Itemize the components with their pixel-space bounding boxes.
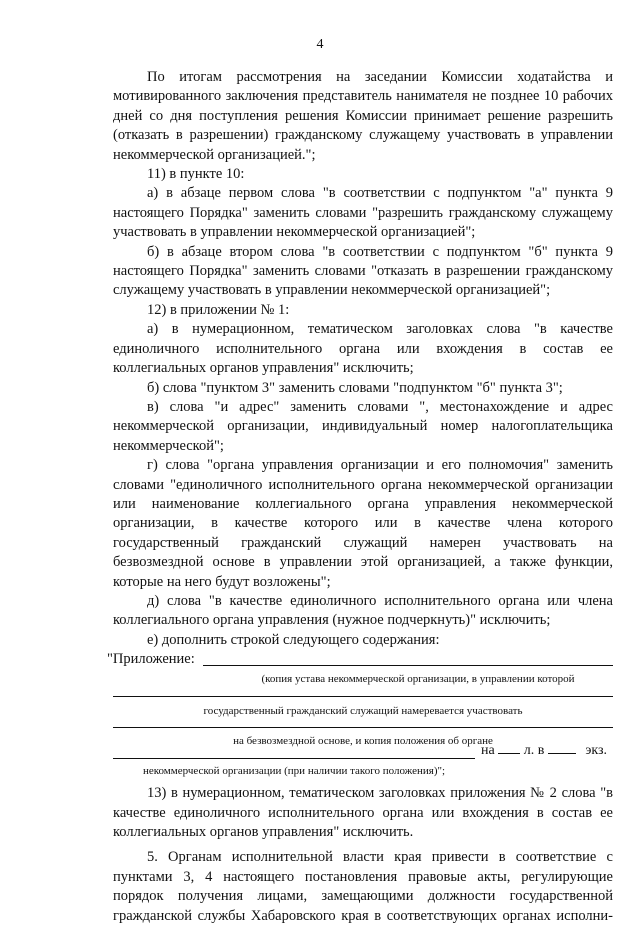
paragraph-item-12v: в) слова "и адрес" заменить словами ", местонахождение и адрес некоммерческой организации, индивидуальный номер налогоплательщика некоммерческой"; [113,398,613,454]
paragraph-item-11: 11) в пункте 10: [147,166,245,183]
paragraph-decision: По итогам рассмотрения на заседании Комиссии ходатайства и мотивированного заключения представитель нанимателя не позднее 10 рабочих дней со дня поступления решения Комиссии принимает решение разрешить (отказать в разрешении) гражданскому служащему участвовать в управлении некоммерческой организацией."; [113,69,613,163]
na-label: на [481,743,495,759]
paragraph-item-12: 12) в приложении № 1: [147,301,290,318]
paragraph-item-12e: е) дополнить строкой следующего содержания: [147,631,440,648]
appendix-line-3 [113,727,613,728]
sheets-blank [498,753,520,754]
appendix-caption-2: государственный гражданский служащий намеревается участвовать [203,705,523,718]
paragraph-item-5: 5. Органам исполнительной власти края привести в соответствие с пунктами 3, 4 настоящего постановления правовые акты, регулирующие порядок получения лицами, замещающими должности государственной гражданской службы Хабаровского края в соответствующих органах исполни- [113,849,613,924]
appendix-form [107,650,613,778]
paragraph-item-12b: б) слова "пунктом 3" заменить словами "подпунктом "б" пункта 3"; [147,379,563,396]
document-body [107,68,613,926]
appendix-label: "Приложение: [107,651,195,668]
appendix-line-1 [203,665,613,666]
appendix-caption-1: (копия устава некоммерческой организации, в управлении которой [261,673,575,686]
paragraph-item-12d: д) слова "в качестве единоличного исполнительного органа или члена коллегиального органа управления (нужное подчеркнуть)" исключить; [113,592,613,629]
paragraph-item-11b: б) в абзаце втором слова "в соответствии с подпунктом "б" пункта 9 настоящего Порядка" заменить словами "отказать в разрешении гражданскому служащему участвовать в управлении некоммерческой организацией"; [113,243,613,299]
copies-blank [548,753,576,754]
page-number: 4 [316,37,324,52]
appendix-caption-3: на безвозмездной основе, и копия положения об органе [233,735,493,748]
paragraph-item-11a: а) в абзаце первом слова "в соответствии с подпунктом "а" пункта 9 настоящего Порядка" заменить словами "разрешить гражданскому служащему участвовать в управлении некоммерческой организацией"; [113,185,613,241]
appendix-quantity [481,741,607,760]
l-v-label: л. в [523,743,545,759]
ekz-label: экз. [585,743,607,759]
appendix-caption-4: некоммерческой организации (при наличии такого положения)"; [142,765,446,778]
paragraph-item-13: 13) в нумерационном, тематическом заголовках приложения № 2 слова "в качестве единоличного исполнительного органа или вхождения в состав ее коллегиальных органов управления" исключить. [113,785,613,840]
paragraph-item-12a: а) в нумерационном, тематическом заголовках слова "в качестве единоличного исполнительного органа или вхождения в состав ее коллегиальных органов управления" исключить; [113,321,613,377]
appendix-line-4 [113,758,475,759]
paragraph-item-12g: г) слова "органа управления организации и его полномочия" заменить словами "единоличного исполнительного органа некоммерческой организации или наименование коллегиального органа управления некоммерческой организации, в качестве которого или в качестве члена которого государственный гражданский служащий намерен участвовать на безвозмездной основе в управлении этой организацией, а также функции, которые на него будут возложены"; [113,457,613,590]
appendix-line-2 [113,696,613,697]
